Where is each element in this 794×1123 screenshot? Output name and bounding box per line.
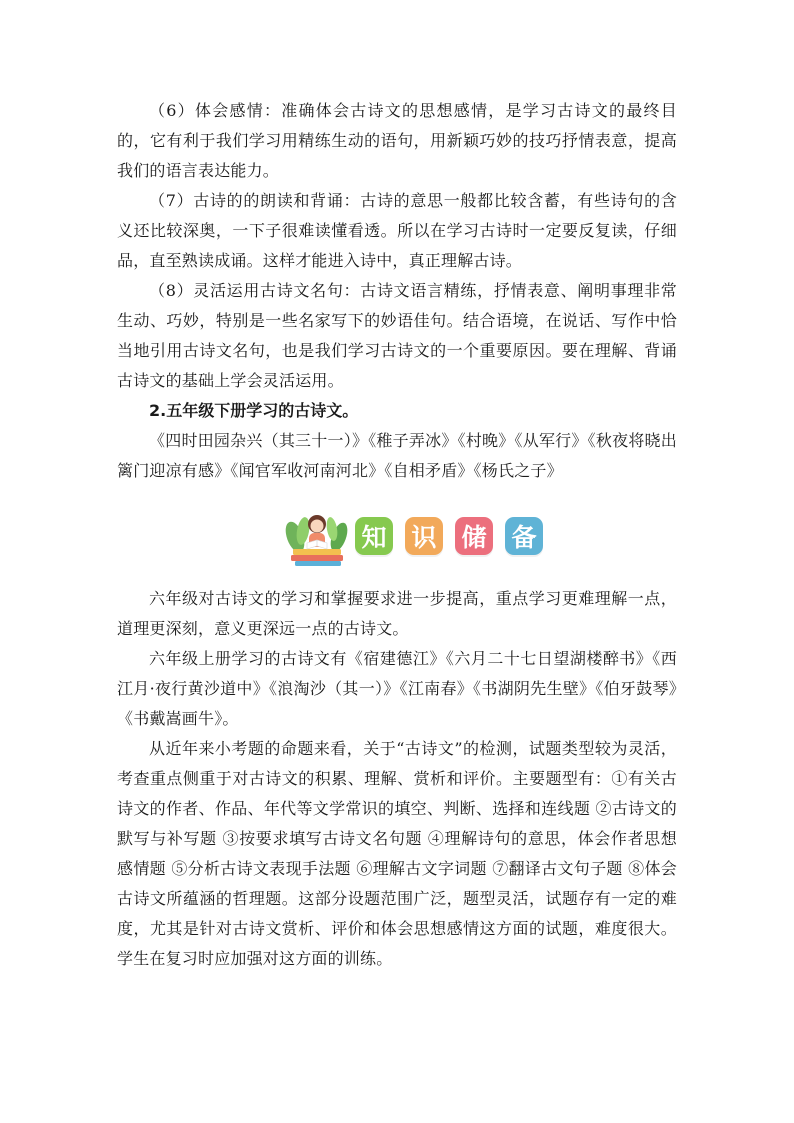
reading-girl-illustration [285,507,349,567]
banner-char-zhi: 知 [355,517,393,555]
grade5-poem-list: 《四时田园杂兴（其三十一）》《稚子弄冰》《村晚》《从军行》《秋夜将晓出篱门迎凉有感》《闻官军收河南河北》《自相矛盾》《杨氏之子》 [117,431,677,480]
document-body [117,96,677,974]
section-heading: 2.五年级下册学习的古诗文。 [149,401,359,420]
paragraph-grade6-list: 六年级上册学习的古诗文有《宿建德江》《六月二十七日望湖楼醉书》《西江月·夜行黄沙道中》《浪淘沙（其一）》《江南春》《书湖阴先生壁》《伯牙鼓琴》《书戴嵩画牛》。 [117,649,677,728]
banner-char-shi: 识 [405,517,443,555]
banner-title [355,517,543,555]
paragraph-grade6-intro: 六年级对古诗文的学习和掌握要求进一步提高，重点学习更难理解一点，道理更深刻，意义更深远一点的古诗文。 [117,589,677,638]
banner-char-chu: 储 [455,517,493,555]
paragraph-recitation: （7）古诗的的朗读和背诵：古诗的意思一般都比较含蓄，有些诗句的含义还比较深奥，一下子很难读懂看透。所以在学习古诗时一定要反复读，仔细品，直至熟读成诵。这样才能进入诗中，真正理解古诗。 [117,191,677,270]
banner-char-bei: 备 [505,517,543,555]
paragraph-famous-lines: （8）灵活运用古诗文名句：古诗文语言精练，抒情表意、阐明事理非常生动、巧妙，特别是一些名家写下的妙语佳句。结合语境，在说话、写作中恰当地引用古诗文名句，也是我们学习古诗文的一个重要原因。要在理解、背诵古诗文的基础上学会灵活运用。 [117,281,677,390]
paragraph-exam-types: 从近年来小考题的命题来看，关于“古诗文”的检测，试题类型较为灵活，考查重点侧重于对古诗文的积累、理解、赏析和评价。主要题型有：①有关古诗文的作者、作品、年代等文学常识的填空、判断、选择和连线题 ②古诗文的默写与补写题 ③按要求填写古诗文名句题 ④理解诗句的意思，体会作者思想感情题 ⑤分析古诗文表现手法题 ⑥理解古文字词题 ⑦翻译古文句子题 ⑧体会古诗文所蕴涵的哲理题。这部分设题范围广泛，题型灵活，试题存有一定的难度，尤其是针对古诗文赏析、评价和体会思想感情这方面的试题，难度很大。学生在复习时应加强对这方面的训练。 [117,739,677,968]
knowledge-banner [117,493,677,579]
paragraph-feelings: （6）体会感情：准确体会古诗文的思想感情，是学习古诗文的最终目的，它有利于我们学习用精练生动的语句，用新颖巧妙的技巧抒情表意，提高我们的语言表达能力。 [117,101,677,180]
